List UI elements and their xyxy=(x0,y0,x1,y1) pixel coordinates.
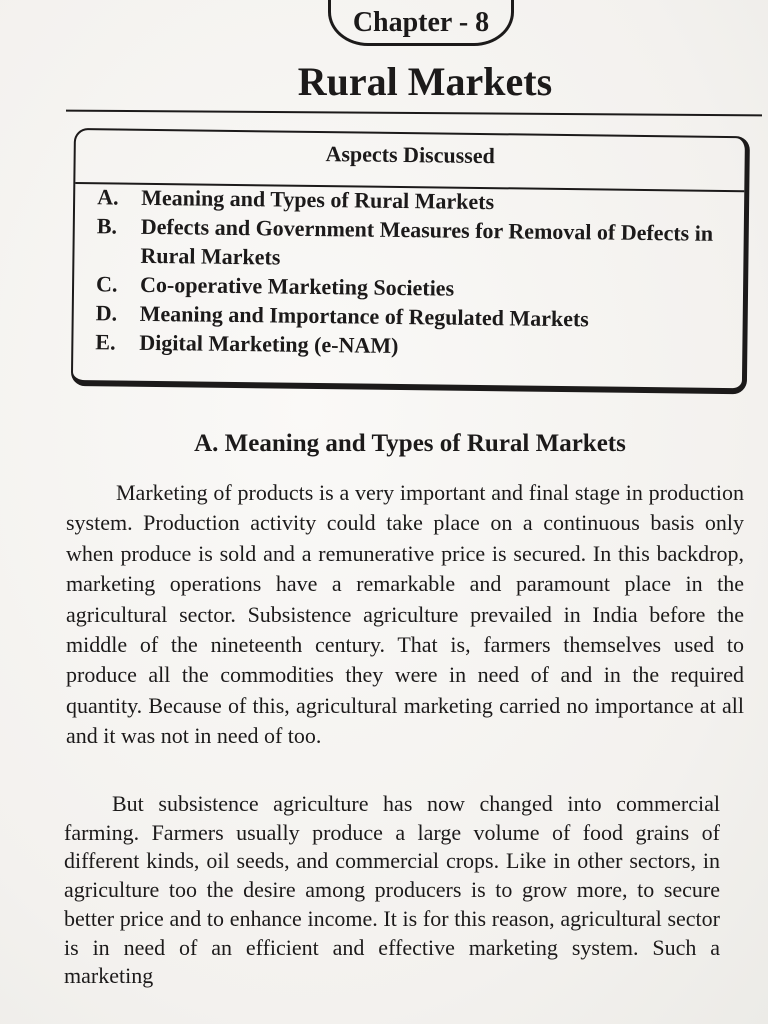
paragraph: But subsistence agriculture has now changed into commercial farming. Farmers usually produce a large volume of food grains of different kinds, oil seeds, and commercial crops. Like in other sectors, in agriculture too the desire among producers is to grow more, to secure better price and to enhance income. It is for this reason, agricultural sector is in need of an efficient and effective marketing system. Such a marketing xyxy=(64,791,720,989)
chapter-title: Rural Markets xyxy=(297,59,553,104)
aspects-heading: Aspects Discussed xyxy=(325,141,495,169)
aspects-box xyxy=(71,128,750,394)
aspects-item-letter: A. xyxy=(97,184,119,210)
chapter-label: Chapter - 8 xyxy=(352,6,490,38)
aspects-item-letter: B. xyxy=(96,213,118,239)
aspects-item-letter: C. xyxy=(95,271,118,297)
aspects-item-text: Digital Marketing (e-NAM) xyxy=(139,329,399,358)
section-heading: A. Meaning and Types of Rural Markets xyxy=(194,430,626,457)
paragraph: Marketing of products is a very important and final stage in production system. Production activity could take place on a continuous basis only when produce is sold and a remunerative price is secured. In this backdrop, marketing operations have a remarkable and paramount place in the agricultural sector. Subsistence agriculture prevailed in India before the middle of the nineteenth century. That is, farmers themselves used to produce all the commodities they were in need of and in the required quantity. Because of this, agricultural marketing carried no importance at all and it was not in need of too. xyxy=(66,480,744,749)
aspects-item-text: Meaning and Types of Rural Markets xyxy=(141,184,495,215)
aspects-item-text: Meaning and Importance of Regulated Markets xyxy=(139,300,590,332)
title-divider xyxy=(66,110,762,117)
body-text xyxy=(66,478,744,754)
aspects-item-text: Defects and Government Measures for Removal of Defects in Rural Markets xyxy=(140,213,714,270)
aspects-item-text: Co-operative Marketing Societies xyxy=(139,271,455,301)
aspects-list xyxy=(95,182,737,364)
aspects-item xyxy=(96,211,737,277)
aspects-item-letter: E. xyxy=(95,329,116,355)
chapter-badge xyxy=(328,0,514,46)
body-text-continued xyxy=(64,790,720,991)
aspects-item-letter: D. xyxy=(95,300,118,326)
